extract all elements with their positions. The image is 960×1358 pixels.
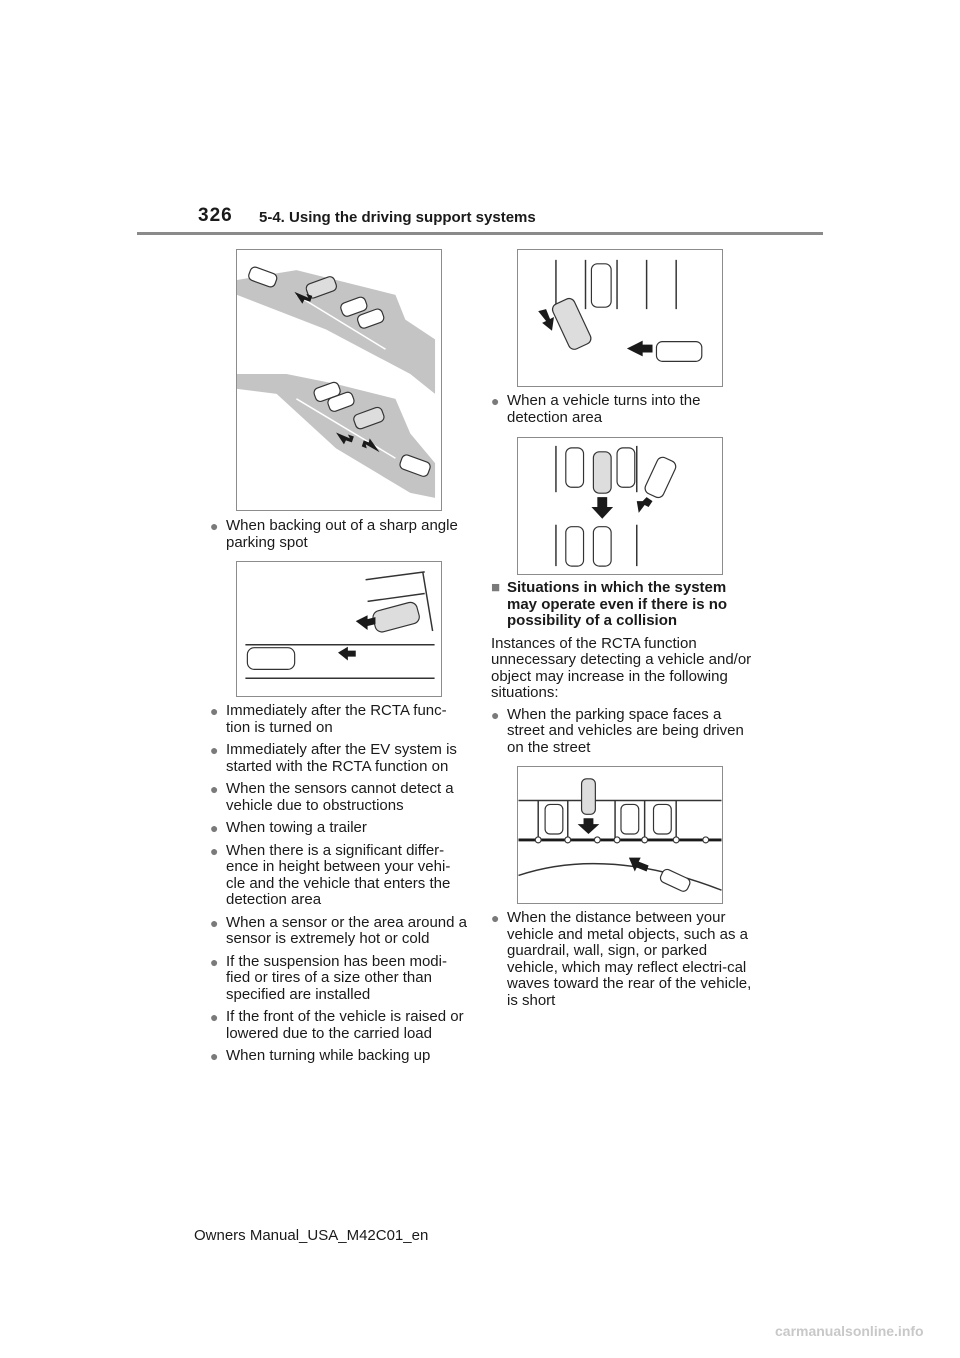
figure-parking-lot-alignment [517,437,723,575]
list-item [210,518,468,551]
list-item: ● If the suspension has been modi-fied or tires of a size other than specified are installed [210,952,447,1003]
list-item: ● When there is a significant differ-ence in height between your vehi-cle and the vehicle that enters the detection area [210,841,451,908]
bullet-icon: ● [210,914,219,931]
figure-vehicle-turns-into-detection-area [517,249,723,387]
section-title: 5-4. Using the driving support systems [259,209,536,226]
section-heading: ■ Situations in which the system may operate even if there is no possibility of a collision [491,579,728,629]
list-item: ● When turning while backing up [210,1047,431,1064]
right-column-section [491,580,753,762]
intro-paragraph: Instances of the RCTA function unnecessary detecting a vehicle and/or object may increase in the following situations: [491,634,752,701]
bullet-icon: ● [491,706,500,723]
list-item [491,393,749,426]
figure-sharp-angle-parking [236,249,442,511]
bullet-icon: ● [210,1009,219,1025]
left-column [210,518,468,557]
bullet-icon: ● [210,518,219,534]
svg-text:carmanualsonline.info: carmanualsonline.info [775,1323,924,1339]
square-bullet-icon: ■ [491,579,501,596]
bullet-icon: ● [491,910,500,926]
list-item: ● If the front of the vehicle is raised or lowered due to the carried load [210,1008,464,1042]
list-item: ● Immediately after the RCTA func-tion is turned on [210,702,447,736]
watermark-logo [775,1322,935,1340]
list-item: ● When the parking space faces a street and vehicles are being driven on the street [491,705,744,756]
bullet-icon: ● [210,1048,219,1064]
right-column-bottom [491,910,753,1015]
page-number: 326 [198,205,233,226]
figure-caption: When backing out of a sharp angle parking spot [226,517,458,551]
bullet-icon: ● [210,781,219,797]
left-bullets [210,703,468,1071]
bullet-icon: ● [210,842,219,859]
bullet-icon: ● [210,953,219,970]
bullet-icon: ● [210,742,219,758]
list-item: ● When the sensors cannot detect a vehicle due to obstructions [210,780,454,814]
list-item: ● Immediately after the EV system is started with the RCTA function on [210,741,457,775]
bullet-icon: ● [491,393,500,409]
header-divider [137,232,823,235]
bullet-icon: ● [210,703,219,719]
bullet-icon: ● [210,820,219,836]
figure-reverse-out-of-parking [236,561,442,697]
figure-street-facing-parking [517,766,723,904]
list-item: ● When a sensor or the area around a sensor is extremely hot or cold [210,913,467,947]
list-item: ● When towing a trailer [210,819,367,836]
right-column-top [491,393,749,432]
footer-text: Owners Manual_USA_M42C01_en [194,1227,429,1244]
list-item: ● When the distance between your vehicle and metal objects, such as a guardrail, wall, sign, or parked vehicle, which may reflect electri-cal waves toward the rear of the vehicle, is short [491,909,752,1009]
figure-caption: When a vehicle turns into the detection area [507,392,701,426]
